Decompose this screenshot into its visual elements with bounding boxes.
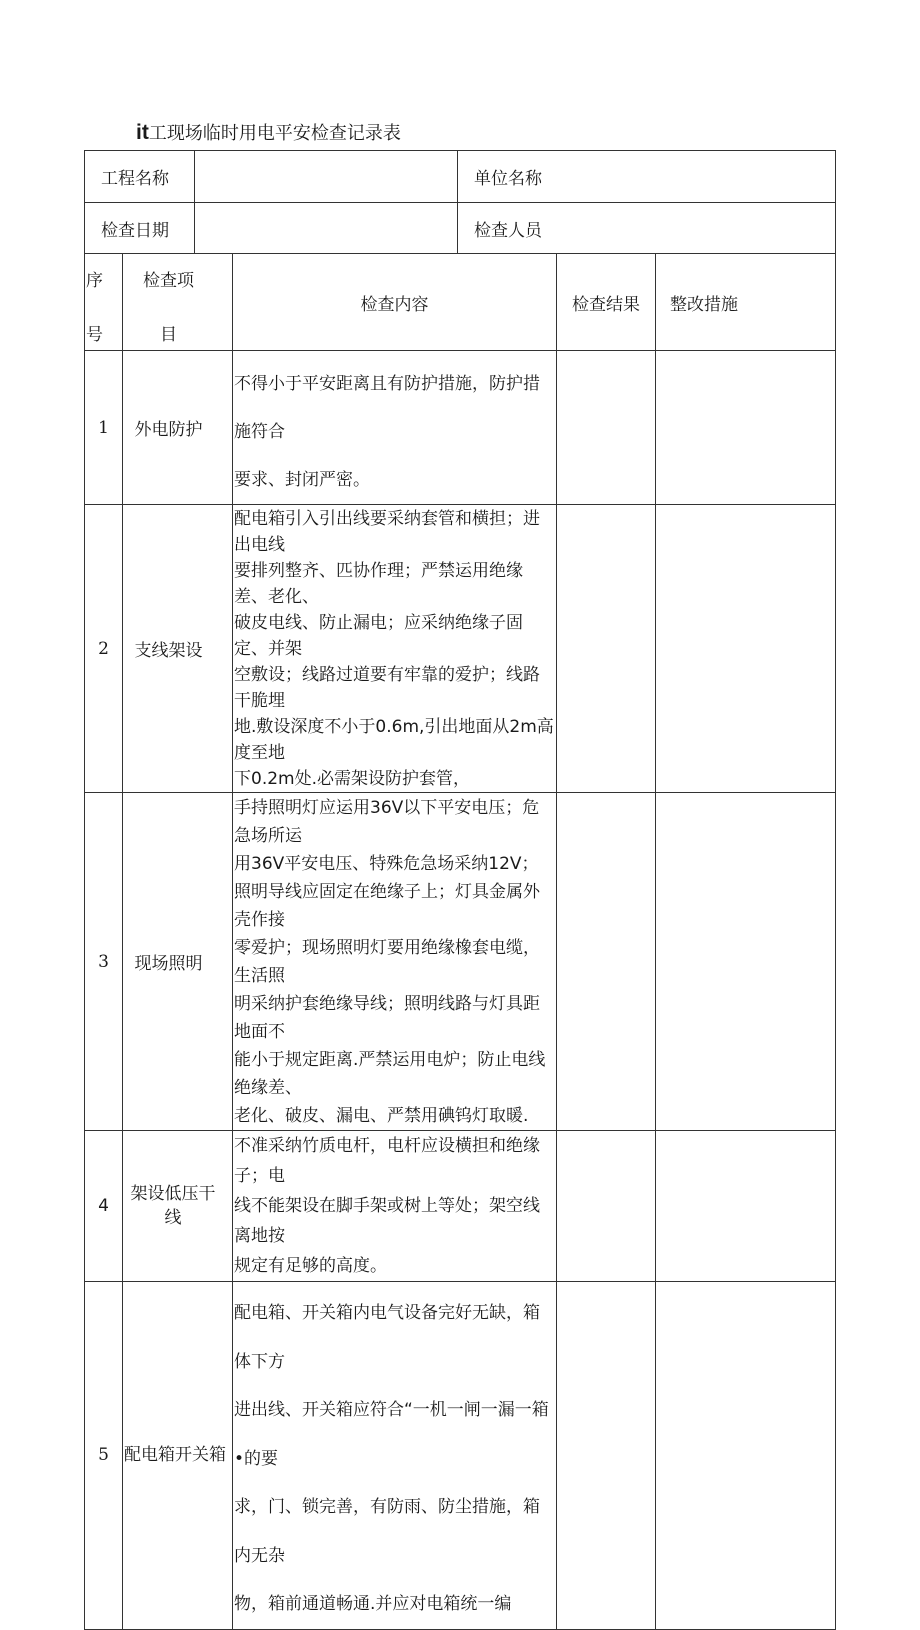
- row-2-rectify[interactable]: [656, 505, 836, 793]
- row-3-content: 手持照明灯应运用36V以下平安电压；危急场所运 用36V平安电压、特殊危急场采纳12V； 照明导线应固定在绝缘子上；灯具金属外壳作接 零爱护；现场照明灯要用绝缘橡套电缆，生活照 明采纳护套绝缘导线；照明线路与灯具距地面不 能小于规定距离.严禁运用电炉；防止电线绝缘差、 老化、破皮、漏电、严禁用碘钨灯取暖.: [233, 793, 557, 1131]
- unit-name-label: [458, 151, 836, 203]
- table-header-row: [85, 254, 836, 351]
- row-5-no: 5: [85, 1282, 123, 1630]
- row-2-content: 配电箱引入引出线要采纳套管和横担；进出电线 要排列整齐、匹协作理；严禁运用绝缘差、老化、 破皮电线、防止漏电；应采纳绝缘子固定、并架 空敷设；线路过道要有牢靠的爱护；线路干脆埋 地.敷设深度不小于0.6m,引出地面从2m高度至地 下0.2m处.必需架设防护套管，: [233, 505, 557, 793]
- header-rectify: 整改措施: [656, 254, 836, 351]
- header-seq-bottom: 号: [86, 325, 103, 345]
- table-row: [85, 1282, 836, 1630]
- row-5-item: [123, 1282, 233, 1630]
- row-5-rectify[interactable]: [656, 1282, 836, 1630]
- row-5-result[interactable]: [557, 1282, 656, 1630]
- header-seq-top: 序: [86, 271, 103, 291]
- page-title: [136, 121, 401, 146]
- table-row: [85, 505, 836, 793]
- row-4-no: 4: [85, 1131, 123, 1282]
- header-item-top: 检查项: [143, 271, 194, 291]
- title-text: 工现场临时用电平安检查记录表: [148, 123, 401, 144]
- table-row: [85, 793, 836, 1131]
- table-row: [85, 351, 836, 505]
- row-3-no: 3: [85, 793, 123, 1131]
- info-row-project: [85, 151, 836, 203]
- check-date-field[interactable]: [195, 203, 458, 254]
- row-1-content: 不得小于平安距离且有防护措施，防护措施符合 要求、封闭严密。: [233, 351, 557, 505]
- project-name-label: 工程名称: [85, 151, 195, 203]
- row-4-result[interactable]: [557, 1131, 656, 1282]
- row-3-result[interactable]: [557, 793, 656, 1131]
- row-4-rectify[interactable]: [656, 1131, 836, 1282]
- row-4-item: [123, 1131, 233, 1282]
- header-result: 检查结果: [557, 254, 656, 351]
- info-row-date: [85, 203, 836, 254]
- header-seq: [85, 254, 123, 351]
- row-2-result[interactable]: [557, 505, 656, 793]
- row-2-no: 2: [85, 505, 123, 793]
- unit-name-label-text: 单位名称: [474, 169, 542, 189]
- row-1-no: 1: [85, 351, 123, 505]
- row-1-item: 外电防护: [123, 351, 233, 505]
- inspector-label: [458, 203, 836, 254]
- row-2-item: 支线架设: [123, 505, 233, 793]
- row-5-content: 配电箱、开关箱内电气设备完好无缺，箱体下方 进出线、开关箱应符合“一机一闸一漏一箱•的要 求，门、锁完善，有防雨、防尘措施，箱内无杂 物，箱前通道畅通.并应对电箱统一编: [233, 1282, 557, 1630]
- row-3-rectify[interactable]: [656, 793, 836, 1131]
- inspection-table: [84, 150, 836, 1630]
- title-lead: it: [136, 121, 149, 144]
- row-5-item-text: 配电箱开关箱: [124, 1445, 226, 1466]
- header-item: [123, 254, 233, 351]
- row-3-item: 现场照明: [123, 793, 233, 1131]
- row-1-result[interactable]: [557, 351, 656, 505]
- table-row: [85, 1131, 836, 1282]
- check-date-label: 检查日期: [85, 203, 195, 254]
- row-1-rectify[interactable]: [656, 351, 836, 505]
- row-4-content: 不准采纳竹质电杆，电杆应设横担和绝缘子；电 线不能架设在脚手架或树上等处；架空线离地按 规定有足够的高度。: [233, 1131, 557, 1282]
- row-4-item-text: 架设低压干线: [130, 1184, 216, 1228]
- header-content: 检查内容: [233, 254, 557, 351]
- header-item-bottom: 目: [160, 325, 177, 345]
- inspector-label-text: 检查人员: [474, 220, 542, 241]
- project-name-field[interactable]: [195, 151, 458, 203]
